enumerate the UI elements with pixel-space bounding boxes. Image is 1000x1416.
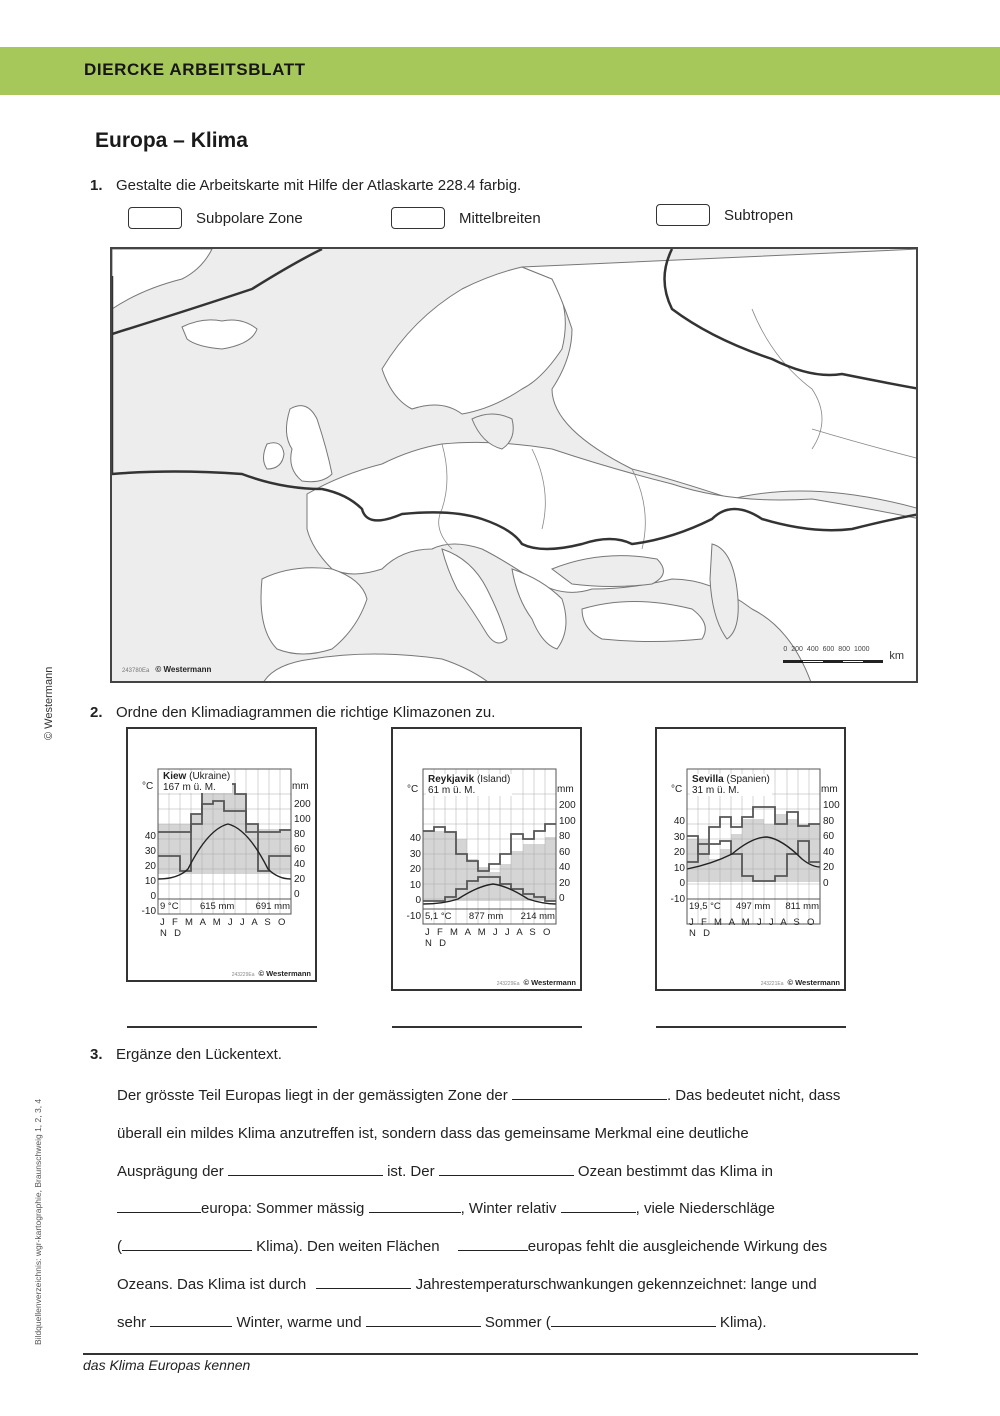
blank-field[interactable] bbox=[316, 1275, 411, 1289]
blank-field[interactable] bbox=[439, 1162, 574, 1176]
climate-diagram-kiew bbox=[126, 727, 317, 982]
station-country: (Spanien) bbox=[726, 774, 770, 785]
answer-line-reykjavik[interactable] bbox=[392, 1026, 582, 1028]
legend-label: Mittelbreiten bbox=[459, 209, 541, 227]
cloze-line-5: ( Klima). Den weiten Flächen europas fehlt die ausgleichende Wirkung des bbox=[117, 1238, 828, 1255]
blank-field[interactable] bbox=[366, 1313, 481, 1327]
month-labels: J F M A M J J A S O N D bbox=[160, 917, 288, 939]
blank-field[interactable] bbox=[512, 1086, 667, 1100]
color-swatch-box[interactable] bbox=[391, 207, 445, 229]
side-image-sources: Bildquellenverzeichnis: wgr-kartographie, Braunschweig 1, 2, 3, 4 bbox=[33, 1098, 43, 1345]
precip-unit: mm bbox=[292, 781, 309, 792]
diagram-summary: 19,5 °C 497 mm 811 mm bbox=[689, 901, 819, 912]
precip-unit: mm bbox=[821, 784, 838, 795]
climate-diagram-reykjavik bbox=[391, 727, 582, 991]
temp-unit: °C bbox=[142, 781, 154, 792]
map-credit: 243780Ea © Westermann bbox=[122, 665, 212, 674]
cloze-line-7: sehr Winter, warme und Sommer ( Klima). bbox=[117, 1314, 767, 1331]
task-3-instruction bbox=[90, 1046, 282, 1063]
precip-unit: mm bbox=[557, 784, 574, 795]
blank-field[interactable] bbox=[150, 1313, 232, 1327]
blank-field[interactable] bbox=[458, 1237, 528, 1251]
station-name: Kiew bbox=[163, 771, 187, 782]
temp-axis: 40 30 20 10 0 -10 bbox=[670, 816, 685, 905]
legend-item-subpolar[interactable] bbox=[128, 207, 303, 229]
color-swatch-box[interactable] bbox=[656, 204, 710, 226]
europe-outline-map[interactable] bbox=[110, 247, 918, 683]
month-labels: J F M A M J J A S O N D bbox=[689, 917, 817, 939]
footer-divider bbox=[83, 1353, 918, 1355]
task-text: Ergänze den Lückentext. bbox=[116, 1046, 282, 1063]
precip-axis: 200 100 80 60 40 20 0 bbox=[294, 799, 311, 900]
blank-field[interactable] bbox=[561, 1199, 636, 1213]
map-drawing bbox=[112, 249, 918, 683]
task-number: 2. bbox=[90, 704, 103, 721]
cloze-line-3: Ausprägung der ist. Der Ozean bestimmt das Klima in bbox=[117, 1163, 774, 1180]
side-copyright: © Westermann bbox=[43, 666, 55, 740]
station-country: (Island) bbox=[476, 774, 511, 785]
precip-axis: 100 80 60 40 20 0 bbox=[823, 800, 840, 889]
legend-label: Subtropen bbox=[724, 206, 794, 224]
page-title: Europa – Klima bbox=[95, 129, 248, 152]
blank-field[interactable] bbox=[551, 1313, 716, 1327]
temp-axis: 40 30 20 10 0 -10 bbox=[141, 831, 156, 917]
map-scale-bar: 0 200 400 600 800 1000 km bbox=[783, 646, 904, 662]
diagram-credit: 243229Ea © Westermann bbox=[231, 969, 311, 978]
scale-unit: km bbox=[889, 650, 904, 662]
header-title: DIERCKE ARBEITSBLATT bbox=[84, 60, 306, 79]
color-swatch-box[interactable] bbox=[128, 207, 182, 229]
temp-axis: 40 30 20 10 0 -10 bbox=[406, 833, 421, 922]
answer-line-sevilla[interactable] bbox=[656, 1026, 846, 1028]
temp-unit: °C bbox=[671, 784, 683, 795]
answer-line-kiew[interactable] bbox=[127, 1026, 317, 1028]
station-name: Reykjavik bbox=[428, 774, 475, 785]
station-elevation: 31 m ü. M. bbox=[692, 785, 740, 796]
station-country: (Ukraine) bbox=[189, 771, 231, 782]
precip-axis: 200 100 80 60 40 20 0 bbox=[559, 800, 576, 904]
blank-field[interactable] bbox=[369, 1199, 461, 1213]
blank-field[interactable] bbox=[228, 1162, 383, 1176]
diagram-credit: 243221Ea © Westermann bbox=[760, 978, 840, 987]
cloze-line-4: europa: Sommer mässig , Winter relativ , viele Niederschläge bbox=[117, 1199, 917, 1219]
footer-learning-goal: das Klima Europas kennen bbox=[83, 1357, 251, 1373]
blank-field[interactable] bbox=[122, 1237, 252, 1251]
temp-unit: °C bbox=[407, 784, 419, 795]
task-1-instruction bbox=[90, 177, 521, 194]
diagram-summary: 5,1 °C 877 mm 214 mm bbox=[425, 911, 555, 922]
month-labels: J F M A M J J A S O N D bbox=[425, 927, 553, 949]
legend-item-midlatitudes[interactable] bbox=[391, 207, 541, 229]
cloze-line-2: überall ein mildes Klima anzutreffen ist, sondern dass das gemeinsame Merkmal eine deutliche bbox=[117, 1125, 749, 1142]
task-text: Ordne den Klimadiagrammen die richtige Klimazonen zu. bbox=[116, 704, 496, 721]
station-elevation: 167 m ü. M. bbox=[163, 782, 216, 793]
blank-field[interactable] bbox=[117, 1199, 201, 1213]
station-name: Sevilla bbox=[692, 774, 724, 785]
diagram-summary: 9 °C 615 mm 691 mm bbox=[160, 901, 290, 912]
task-number: 1. bbox=[90, 177, 103, 194]
climate-diagram-sevilla bbox=[655, 727, 846, 991]
cloze-line-1: Der grösste Teil Europas liegt in der gemässigten Zone der . Das bedeutet nicht, dass bbox=[117, 1087, 841, 1104]
header-bar bbox=[0, 47, 1000, 95]
diagram-credit: 243229Ea © Westermann bbox=[496, 978, 576, 987]
task-2-instruction bbox=[90, 704, 495, 721]
station-elevation: 61 m ü. M. bbox=[428, 785, 476, 796]
task-text: Gestalte die Arbeitskarte mit Hilfe der Atlaskarte 228.4 farbig. bbox=[116, 177, 522, 194]
cloze-line-6: Ozeans. Das Klima ist durch Jahrestemperaturschwankungen gekennzeichnet: lange und bbox=[117, 1276, 817, 1293]
legend-label: Subpolare Zone bbox=[196, 209, 303, 227]
legend-item-subtropics[interactable] bbox=[656, 204, 793, 226]
task-number: 3. bbox=[90, 1046, 103, 1063]
